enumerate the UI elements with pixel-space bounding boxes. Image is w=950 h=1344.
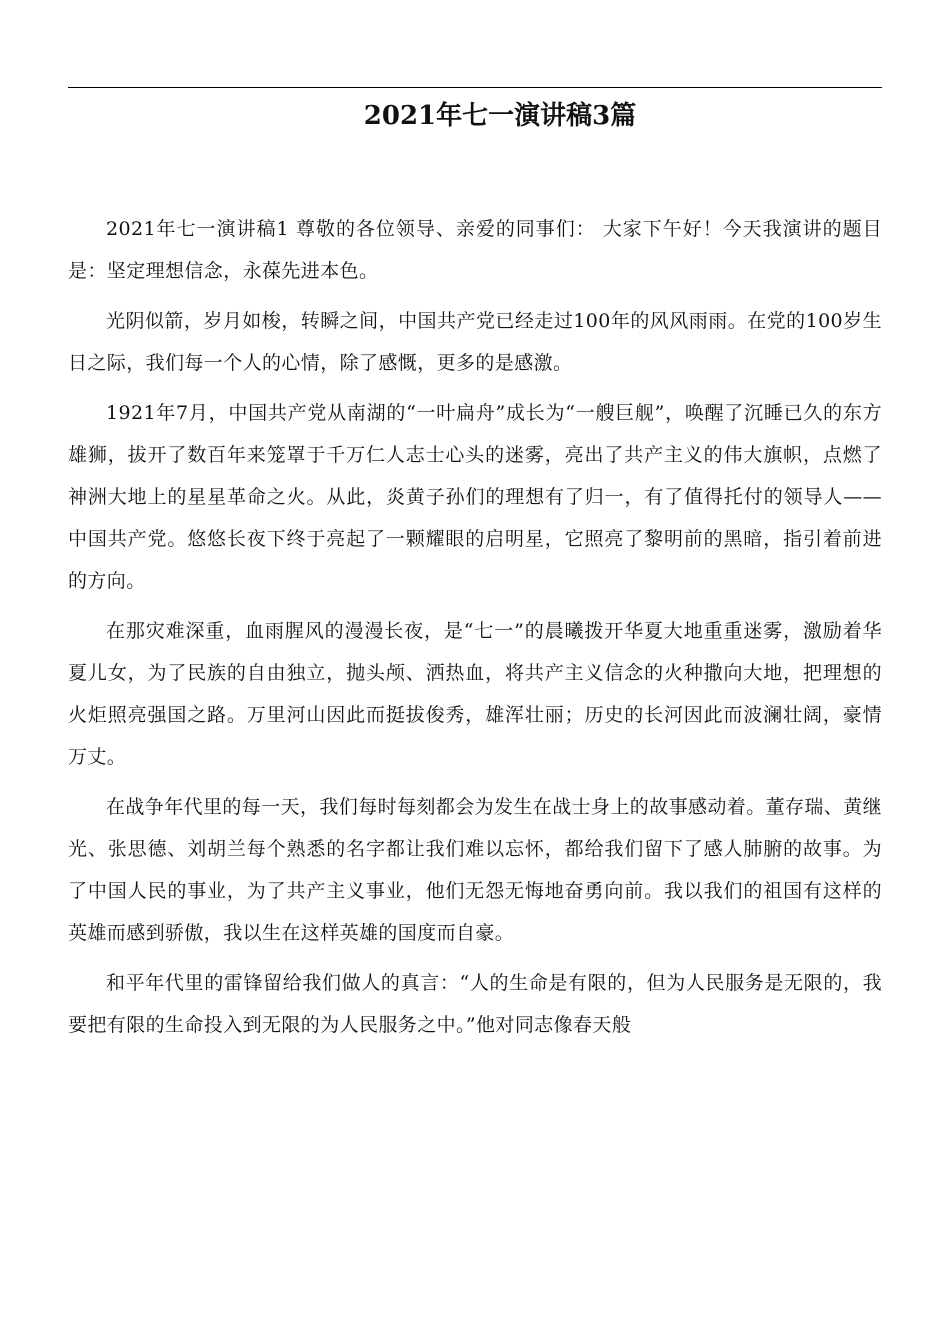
paragraph-2: 光阴似箭，岁月如梭，转瞬之间，中国共产党已经走过100年的风风雨雨。在党的100岁生日之际，我们每一个人的心情，除了感慨，更多的是感激。 bbox=[68, 310, 882, 374]
header-rule bbox=[68, 87, 882, 88]
paragraph-5: 在战争年代里的每一天，我们每时每刻都会为发生在战士身上的故事感动着。董存瑞、黄继光、张思德、刘胡兰每个熟悉的名字都让我们难以忘怀，都给我们留下了感人肺腑的故事。为了中国人民的事业，为了共产主义事业，他们无怨无悔地奋勇向前。我以我们的祖国有这样的英雄而感到骄傲，我以生在这样英雄的国度而自豪。 bbox=[68, 796, 883, 944]
paragraph-3: 1921年7月，中国共产党从南湖的“一叶扁舟”成长为“一艘巨舰”，唤醒了沉睡已久的东方雄狮，拔开了数百年来笼罩于千万仁人志士心头的迷雾，亮出了共产主义的伟大旗帜，点燃了神洲大地上的星星革命之火。从此，炎黄子孙们的理想有了归一，有了值得托付的领导人——中国共产党。悠悠长夜下终于亮起了一颗耀眼的启明星，它照亮了黎明前的黑暗，指引着前进的方向。 bbox=[68, 402, 882, 592]
paragraph-6: 和平年代里的雷锋留给我们做人的真言：“人的生命是有限的，但为人民服务是无限的，我要把有限的生命投入到无限的为人民服务之中。”他对同志像春天般 bbox=[68, 972, 882, 1036]
document-title: 2021年七一演讲稿3篇 bbox=[363, 101, 637, 131]
paragraph-4: 在那灾难深重，血雨腥风的漫漫长夜，是“七一”的晨曦拨开华夏大地重重迷雾，激励着华夏儿女，为了民族的自由独立，抛头颅、洒热血，将共产主义信念的火种撒向大地，把理想的火炬照亮强国之路。万里河山因此而挺拔俊秀，雄浑壮丽；历史的长河因此而波澜壮阔，豪情万丈。 bbox=[68, 620, 882, 768]
document-body bbox=[68, 208, 882, 1054]
paragraph-1: 2021年七一演讲稿1 尊敬的各位领导、亲爱的同事们： 大家下午好！今天我演讲的题目是：坚定理想信念，永葆先进本色。 bbox=[68, 218, 882, 282]
